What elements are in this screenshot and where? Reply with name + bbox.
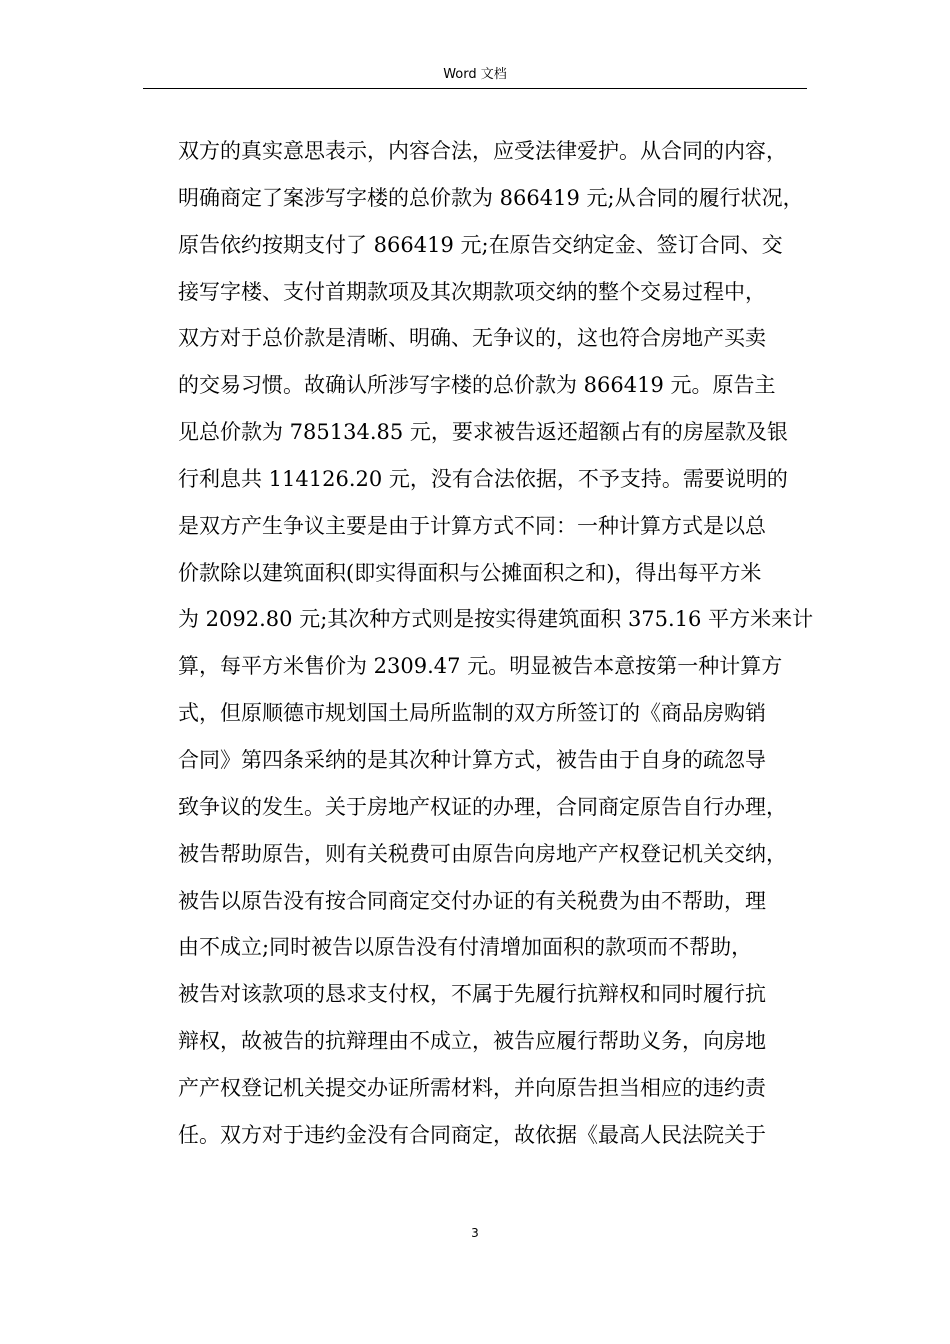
body-line: 算，每平方米售价为 2309.47 元。明显被告本意按第一种计算方 xyxy=(178,654,783,679)
body-line: 明确商定了案涉写字楼的总价款为 866419 元;从合同的履行状况， xyxy=(178,185,804,210)
body-line: 由不成立;同时被告以原告没有付清增加面积的款项而不帮助， xyxy=(178,935,753,960)
body-line: 行利息共 114126.20 元，没有合法依据，不予支持。需要说明的 xyxy=(178,466,788,491)
body-line: 是双方产生争议主要是由于计算方式不同：一种计算方式是以总 xyxy=(178,513,766,538)
body-line: 式，但原顺德市规划国土局所监制的双方所签订的《商品房购销 xyxy=(178,701,766,726)
body-line: 合同》第四条采纳的是其次种计算方式，被告由于自身的疏忽导 xyxy=(178,747,766,772)
body-line: 致争议的发生。关于房地产权证的办理，合同商定原告自行办理， xyxy=(178,794,787,819)
page-header: Word 文档 xyxy=(443,67,507,82)
body-line: 见总价款为 785134.85 元，要求被告返还超额占有的房屋款及银 xyxy=(178,420,788,445)
body-line: 任。双方对于违约金没有合同商定，故依据《最高人民法院关于 xyxy=(178,1122,766,1147)
body-line: 双方对于总价款是清晰、明确、无争议的，这也符合房地产买卖 xyxy=(178,326,766,351)
document-body xyxy=(178,128,818,1159)
body-line: 的交易习惯。故确认所涉写字楼的总价款为 866419 元。原告主 xyxy=(178,373,776,398)
body-line: 接写字楼、支付首期款项及其次期款项交纳的整个交易过程中， xyxy=(178,279,766,304)
header-divider xyxy=(143,88,807,89)
body-line: 被告对该款项的恳求支付权，不属于先履行抗辩权和同时履行抗 xyxy=(178,982,766,1007)
body-line: 双方的真实意思表示，内容合法，应受法律爱护。从合同的内容， xyxy=(178,139,787,163)
body-line: 被告帮助原告，则有关税费可由原告向房地产产权登记机关交纳， xyxy=(178,841,787,866)
body-line: 价款除以建筑面积(即实得面积与公摊面积之和)，得出每平方米 xyxy=(178,560,762,585)
body-line: 为 2092.80 元;其次种方式则是按实得建筑面积 375.16 平方米来计 xyxy=(178,607,814,632)
body-line: 原告依约按期支付了 866419 元;在原告交纳定金、签订合同、交 xyxy=(178,232,783,257)
body-line: 产产权登记机关提交办证所需材料，并向原告担当相应的违约责 xyxy=(178,1075,766,1100)
body-line: 被告以原告没有按合同商定交付办证的有关税费为由不帮助，理 xyxy=(178,888,766,913)
page-number: 3 xyxy=(471,1226,479,1240)
body-line: 辩权，故被告的抗辩理由不成立，被告应履行帮助义务，向房地 xyxy=(178,1029,766,1054)
